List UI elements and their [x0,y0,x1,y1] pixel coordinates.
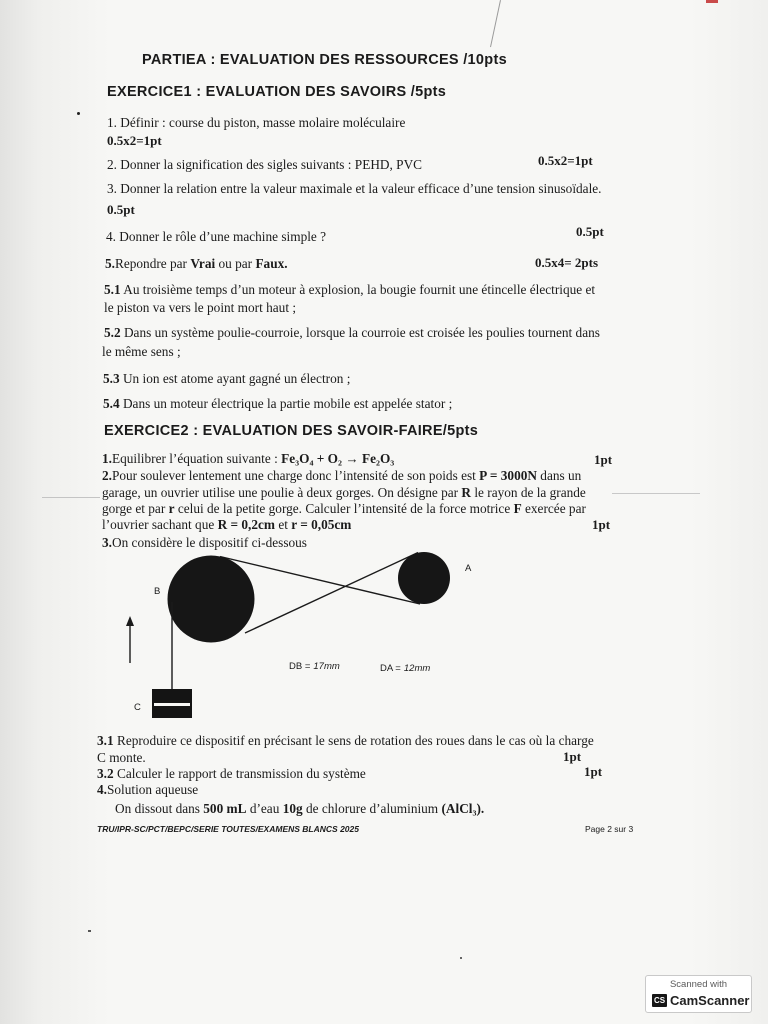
ex2-question-4 [97,782,198,798]
question-text: Solution aqueuse [106,782,199,797]
pulley-belt-diagram [120,548,490,728]
label-a: A [465,563,472,574]
question-text: garage, un ouvrier utilise une poulie à deux gorges. On désigne par [102,485,462,500]
pulley-a [398,552,450,604]
ex1-question-2-points: 0.5x2=1pt [538,153,593,168]
ex1-question-1-points: 0.5x2=1pt [107,133,162,148]
ex2-question-1 [102,451,394,467]
scan-mark-speck [460,957,462,959]
statement-5-1-line-2: le piston va vers le point mort haut ; [104,300,297,315]
diameter-b [289,661,340,672]
statement-number: 5.3 [103,371,120,386]
statement-5-1-line-1 [104,282,595,298]
statement-5-2-line-1 [104,325,600,341]
question-text: ou par [215,256,256,271]
statement-number: 5.2 [104,325,121,340]
question-text: Calculer le rapport de transmission du système [113,766,366,781]
question-number: 5. [105,256,115,271]
radius-R-value: R = 0,2cm [217,517,275,532]
radius-r-value: r = 0,05cm [291,517,352,532]
ex2-question-3-1-points: 1pt [563,749,582,764]
statement-text: Dans un moteur électrique la partie mobile est appelée stator ; [119,396,453,411]
pulley-b [168,556,255,643]
question-text: On considère le dispositif ci-dessous [111,535,307,550]
question-text: Equilibrer l’équation suivante : [111,451,282,466]
ex2-question-2-points: 1pt [592,517,611,532]
question-number: 2. [102,468,112,483]
ex1-question-2: 2. Donner la signification des sigles suivants : PEHD, PVC [107,157,423,172]
solution-text: On dissout dans [115,801,204,816]
statement-number: 5.1 [104,282,121,297]
question-number: 3.2 [97,766,114,781]
question-number: 1. [102,451,112,466]
ex1-question-3-points: 0.5pt [107,202,135,217]
ex1-question-4: 4. Donner le rôle d’une machine simple ? [106,229,327,244]
symbol-R: R [461,485,472,500]
scan-mark-speck [88,930,91,932]
question-number: 3.1 [97,733,114,748]
statement-text: Au troisième temps d’un moteur à explosion, la bougie fournit une étincelle électrique et [120,282,596,297]
ex2-question-3-1-line-2: C monte. [97,750,146,765]
weight-value: P = 3000N [479,468,537,483]
question-text: exercée par [521,501,586,516]
question-text: le rayon de la grande [471,485,586,500]
symbol-F: F [513,501,522,516]
solution-text: d’eau [246,801,283,816]
ex1-question-5 [105,256,288,272]
ex2-question-2-line-4 [102,517,351,533]
ex2-question-3-2 [97,766,366,782]
chemical-equation: Fe₃O₄ + O₂ → Fe₂O₃ [281,451,395,466]
question-text: celui de la petite gorge. Calculer l’intensité de la force motrice [174,501,514,516]
ex2-question-3-1-line-1 [97,733,594,749]
statement-5-3 [103,371,350,387]
watermark-caption: Scanned with [669,979,728,990]
watermark-name: CamScanner [670,993,750,1008]
ex2-question-2-line-1 [102,468,581,484]
solution-statement [115,801,484,817]
camscanner-logo-icon: CS [653,996,666,1005]
ex2-question-1-points: 1pt [594,452,613,467]
label-c: C [134,702,141,713]
ex1-question-3: 3. Donner la relation entre la valeur maximale et la valeur efficace d’une tension sinusoïdale. [107,181,602,196]
diameter-a-value: 12mm [403,663,431,674]
question-number: 3. [102,535,112,550]
answer-option-true: Vrai [190,256,216,271]
scan-mark-line-left [42,497,100,498]
ex2-question-2-line-2 [102,485,586,501]
statement-5-4 [103,396,452,412]
ex2-question-3-2-points: 1pt [584,764,603,779]
diameter-a [380,663,430,674]
statement-text: Un ion est atome ayant gagné un électron ; [119,371,351,386]
ex1-question-4-points: 0.5pt [576,224,604,239]
watermark-brand [652,993,749,1008]
scan-mark-pencil-line [490,0,501,47]
question-text: dans un [536,468,582,483]
exercise-1-title: EXERCICE1 : EVALUATION DES SAVOIRS /5pts [107,84,447,100]
camscanner-watermark [645,975,752,1013]
ex1-question-1: 1. Définir : course du piston, masse molaire moléculaire [107,115,406,130]
statement-number: 5.4 [103,396,120,411]
ex2-question-2-line-3 [102,501,586,517]
question-text: et [275,517,292,532]
diameter-b-value: 17mm [313,661,340,672]
question-number: 4. [97,782,107,797]
scan-mark-dot [77,112,80,115]
footer-reference: TRU/IPR-SC/PCT/BEPC/SERIE TOUTES/EXAMENS BLANCS 2025 [97,824,359,834]
question-text: gorge et par [102,501,169,516]
belt-strand-2 [245,553,418,634]
question-text: Pour soulever lentement une charge donc l’intensité de son poids est [111,468,480,483]
scan-mark-red [706,0,718,3]
chemical-formula: (AlCl₃). [441,801,485,816]
question-text: l’ouvrier sachant que [102,517,218,532]
statement-text: Dans un système poulie-courroie, lorsque la courroie est croisée les poulies tournent dans [120,325,600,340]
part-title: PARTIEA : EVALUATION DES RESSOURCES /10pts [142,52,507,68]
water-volume: 500 mL [203,801,247,816]
solution-text: de chlorure d’aluminium [302,801,442,816]
page-number: Page 2 sur 3 [585,824,634,834]
diameter-b-label: DB = [289,661,311,672]
question-text: Repondre par [114,256,191,271]
label-b: B [154,586,161,597]
up-arrow-icon [126,616,134,626]
answer-option-false: Faux. [255,256,288,271]
exercise-2-title: EXERCICE2 : EVALUATION DES SAVOIR-FAIRE/5pts [104,423,479,439]
scan-mark-line-right [612,493,700,494]
statement-5-2-line-2: le même sens ; [102,344,181,359]
load-c-stripe [154,703,190,706]
symbol-r: r [168,501,175,516]
diameter-a-label: DA = [380,663,401,674]
question-text: Reproduire ce dispositif en précisant le sens de rotation des roues dans le cas où la charge [113,733,594,748]
ex1-question-5-points: 0.5x4= 2pts [535,255,599,270]
solute-mass: 10g [282,801,303,816]
